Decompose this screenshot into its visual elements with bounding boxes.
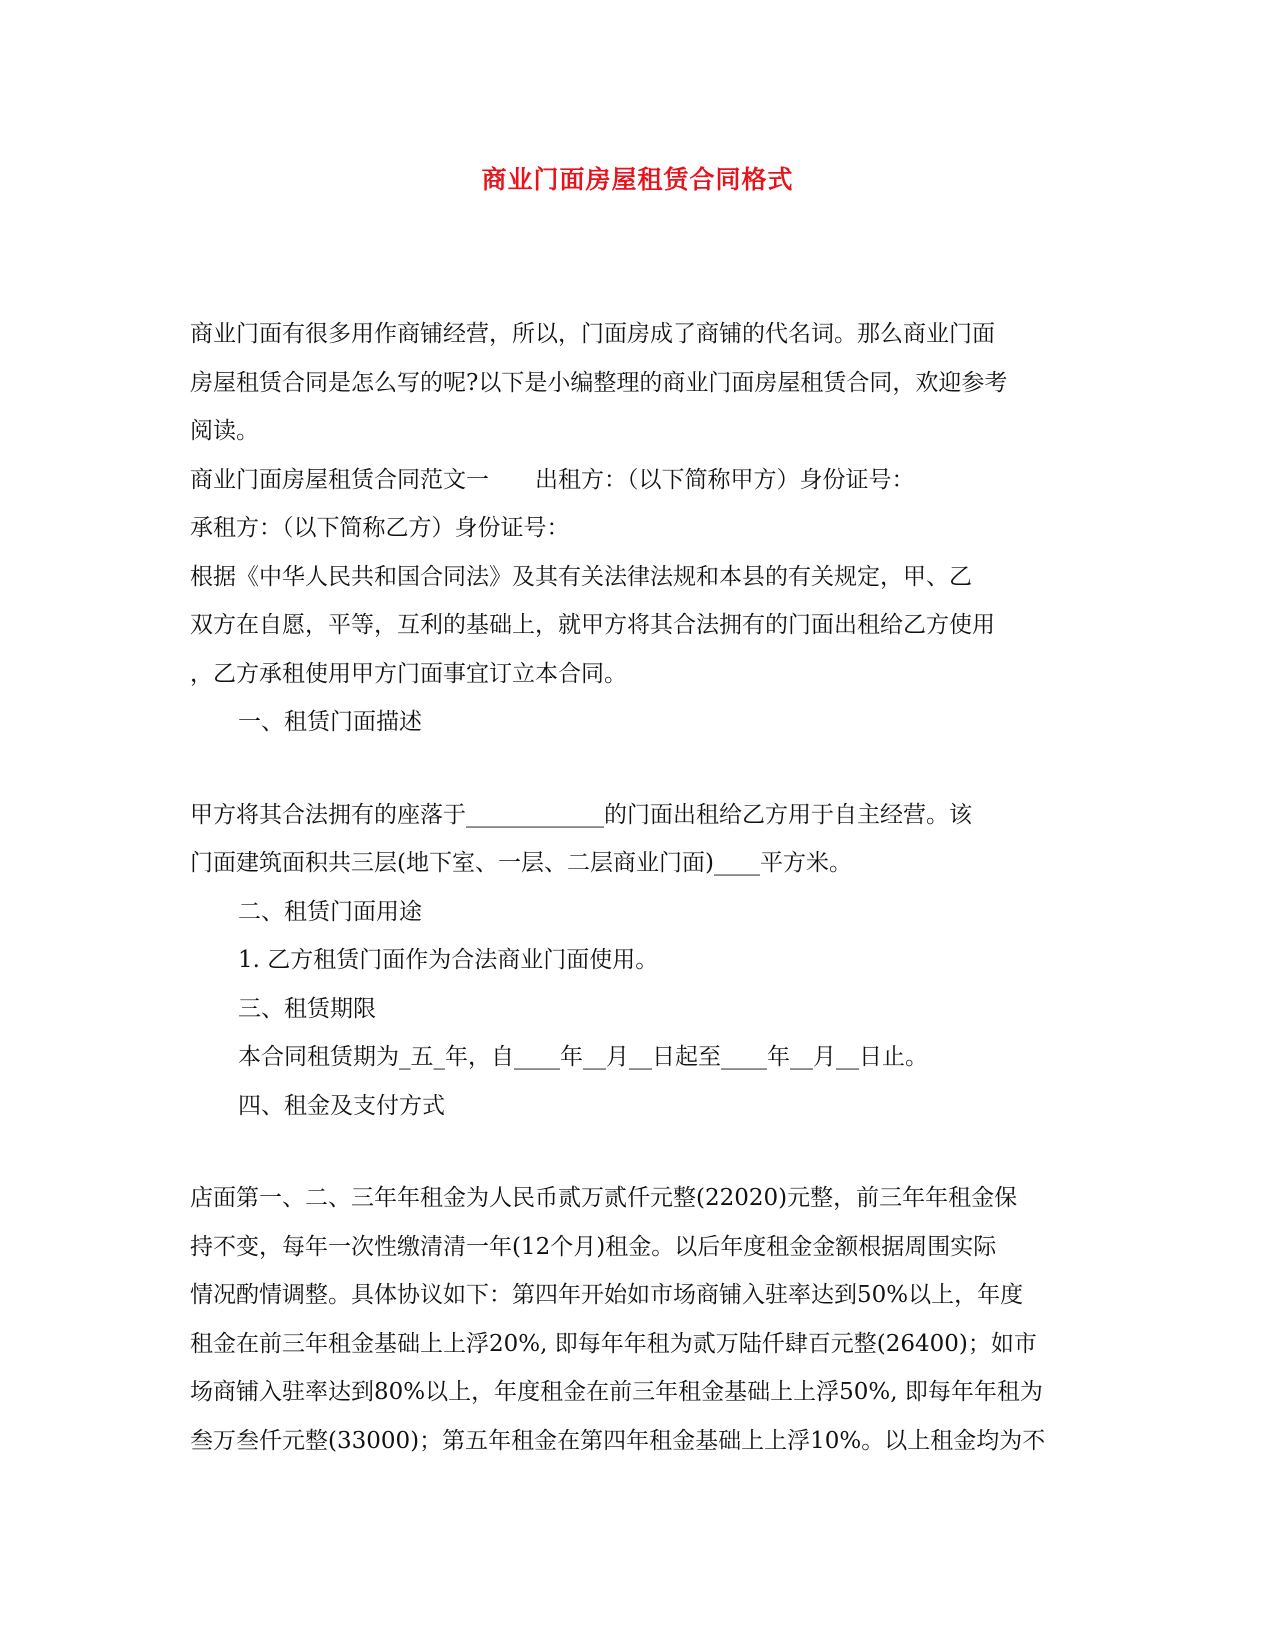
paragraph-line: 甲方将其合法拥有的座落于____________的门面出租给乙方用于自主经营。该 [190, 801, 972, 828]
paragraph-line: 双方在自愿，平等，互利的基础上，就甲方将其合法拥有的门面出租给乙方使用 [190, 612, 995, 638]
section-heading: 四、租金及支付方式 [238, 1092, 445, 1119]
paragraph-line: 本合同租赁期为_五_年，自____年__月__日起至____年__月__日止。 [238, 1044, 928, 1070]
section-heading: 一、租赁门面描述 [238, 709, 422, 735]
paragraph-line: 1. 乙方租赁门面作为合法商业门面使用。 [238, 947, 659, 973]
document-body [190, 310, 1090, 1465]
spacer [190, 1130, 1090, 1174]
paragraph-line: 持不变，每年一次性缴清清一年(12个月)租金。以后年度租金金额根据周围实际 [190, 1233, 997, 1260]
paragraph-line: 商业门面有很多用作商铺经营，所以，门面房成了商铺的代名词。那么商业门面 [190, 321, 995, 347]
paragraph-line: 门面建筑面积共三层(地下室、一层、二层商业门面)____平方米。 [190, 850, 852, 876]
paragraph-line: 租金在前三年租金基础上上浮20%, 即每年年租为贰万陆仟肆百元整(26400)；如市 [190, 1330, 1037, 1357]
paragraph-line: 店面第一、二、三年年租金为人民币贰万贰仟元整(22020)元整，前三年年租金保 [190, 1185, 1018, 1211]
paragraph-line: 商业门面房屋租赁合同范文一 出租方：（以下简称甲方）身份证号： [190, 466, 915, 493]
document-title: 商业门面房屋租赁合同格式 [481, 165, 794, 194]
paragraph-line: 情况酌情调整。具体协议如下：第四年开始如市场商铺入驻率达到50%以上，年度 [190, 1282, 1024, 1308]
paragraph-line: 场商铺入驻率达到80%以上，年度租金在前三年租金基础上上浮50%, 即每年年租为 [190, 1379, 1043, 1405]
paragraph-line: 根据《中华人民共和国合同法》及其有关法律法规和本县的有关规定，甲、乙 [190, 563, 972, 590]
spacer [190, 747, 1090, 791]
paragraph-line: 阅读。 [190, 418, 259, 444]
paragraph-line: ，乙方承租使用甲方门面事宜订立本合同。 [190, 660, 627, 687]
section-heading: 三、租赁期限 [238, 995, 376, 1022]
paragraph-line: 叁万叁仟元整(33000)；第五年租金在第四年租金基础上上浮10%。以上租金均为不 [190, 1427, 1046, 1454]
paragraph-line: 房屋租赁合同是怎么写的呢?以下是小编整理的商业门面房屋租赁合同，欢迎参考 [190, 369, 1008, 396]
section-heading: 二、租赁门面用途 [238, 898, 422, 925]
paragraph-line: 承租方：（以下简称乙方）身份证号： [190, 515, 570, 541]
